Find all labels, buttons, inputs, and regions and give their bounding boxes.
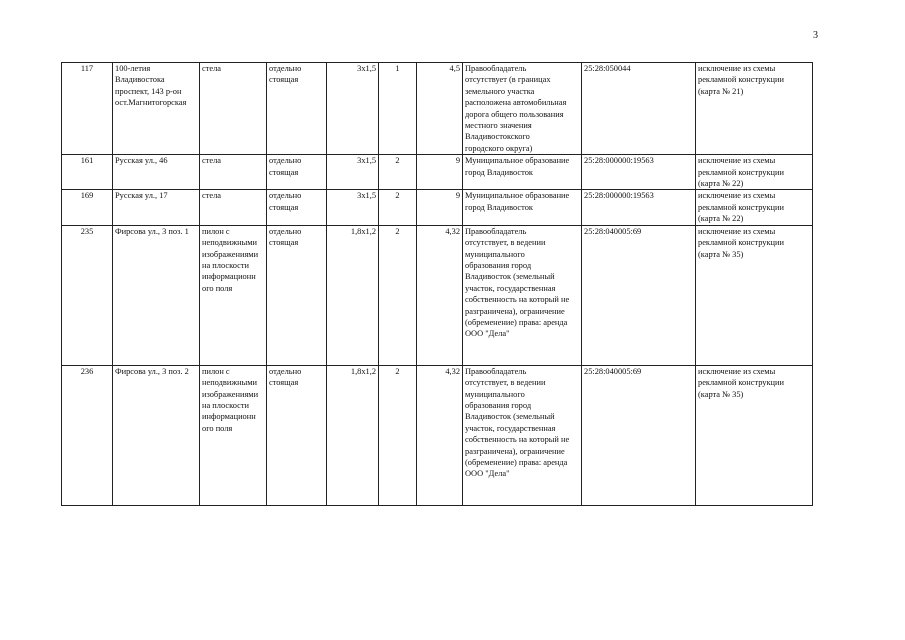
placement-cell: отдельно стоящая bbox=[267, 225, 327, 365]
owner-cell: Правообладатель отсутствует, в ведении муниципального образования город Владивосток (земельный участок, государственная собственность на который не разграничена), ограничение (обременение) права: аренда ООО "Дела" bbox=[463, 365, 582, 505]
address-cell: Русская ул., 17 bbox=[113, 190, 200, 225]
address-cell: Русская ул., 46 bbox=[113, 155, 200, 190]
address-cell: Фирсова ул., 3 поз. 2 bbox=[113, 365, 200, 505]
cadastre-cell: 25:28:000000:19563 bbox=[582, 190, 696, 225]
table-row bbox=[62, 365, 813, 505]
cadastre-cell: 25:28:050044 bbox=[582, 63, 696, 155]
address-cell: 100-летия Владивостока проспект, 143 р-он ост.Магнитогорская bbox=[113, 63, 200, 155]
structure-type-cell: пилон с неподвижными изображениями на плоскости информационн ого поля bbox=[200, 225, 267, 365]
area-cell: 9 bbox=[417, 190, 463, 225]
row-number-cell: 169 bbox=[62, 190, 113, 225]
address-cell: Фирсова ул., 3 поз. 1 bbox=[113, 225, 200, 365]
cadastre-cell: 25:28:000000:19563 bbox=[582, 155, 696, 190]
placement-cell: отдельно стоящая bbox=[267, 155, 327, 190]
structure-type-cell: стела bbox=[200, 155, 267, 190]
area-cell: 4,5 bbox=[417, 63, 463, 155]
size-cell: 1,8х1,2 bbox=[327, 225, 379, 365]
owner-cell: Муниципальное образование город Владивосток bbox=[463, 190, 582, 225]
note-cell: исключение из схемы рекламной конструкции (карта № 21) bbox=[696, 63, 813, 155]
row-number-cell: 117 bbox=[62, 63, 113, 155]
placement-cell: отдельно стоящая bbox=[267, 63, 327, 155]
page-number: 3 bbox=[813, 30, 818, 41]
owner-cell: Правообладатель отсутствует (в границах земельного участка расположена автомобильная дорога общего пользования местного значения Владивостокского городского округа) bbox=[463, 63, 582, 155]
table-row bbox=[62, 225, 813, 365]
sides-cell: 2 bbox=[379, 155, 417, 190]
structure-type-cell: стела bbox=[200, 190, 267, 225]
note-cell: исключение из схемы рекламной конструкции (карта № 35) bbox=[696, 225, 813, 365]
cadastre-cell: 25:28:040005:69 bbox=[582, 365, 696, 505]
area-cell: 4,32 bbox=[417, 365, 463, 505]
size-cell: 3х1,5 bbox=[327, 63, 379, 155]
table-row bbox=[62, 190, 813, 225]
table-row bbox=[62, 63, 813, 155]
owner-cell: Правообладатель отсутствует, в ведении муниципального образования город Владивосток (земельный участок, государственная собственность на который не разграничена), ограничение (обременение) права: аренда ООО "Дела" bbox=[463, 225, 582, 365]
area-cell: 9 bbox=[417, 155, 463, 190]
cadastre-cell: 25:28:040005:69 bbox=[582, 225, 696, 365]
note-cell: исключение из схемы рекламной конструкции (карта № 35) bbox=[696, 365, 813, 505]
row-number-cell: 236 bbox=[62, 365, 113, 505]
sides-cell: 2 bbox=[379, 365, 417, 505]
size-cell: 1,8х1,2 bbox=[327, 365, 379, 505]
size-cell: 3х1,5 bbox=[327, 190, 379, 225]
row-number-cell: 161 bbox=[62, 155, 113, 190]
row-number-cell: 235 bbox=[62, 225, 113, 365]
placement-cell: отдельно стоящая bbox=[267, 190, 327, 225]
sides-cell: 2 bbox=[379, 225, 417, 365]
table-row bbox=[62, 155, 813, 190]
area-cell: 4,32 bbox=[417, 225, 463, 365]
structure-type-cell: пилон с неподвижными изображениями на плоскости информационн ого поля bbox=[200, 365, 267, 505]
placement-cell: отдельно стоящая bbox=[267, 365, 327, 505]
note-cell: исключение из схемы рекламной конструкции (карта № 22) bbox=[696, 155, 813, 190]
sides-cell: 2 bbox=[379, 190, 417, 225]
size-cell: 3х1,5 bbox=[327, 155, 379, 190]
owner-cell: Муниципальное образование город Владивосток bbox=[463, 155, 582, 190]
sides-cell: 1 bbox=[379, 63, 417, 155]
advertising-structures-table bbox=[61, 62, 813, 506]
note-cell: исключение из схемы рекламной конструкции (карта № 22) bbox=[696, 190, 813, 225]
structure-type-cell: стела bbox=[200, 63, 267, 155]
